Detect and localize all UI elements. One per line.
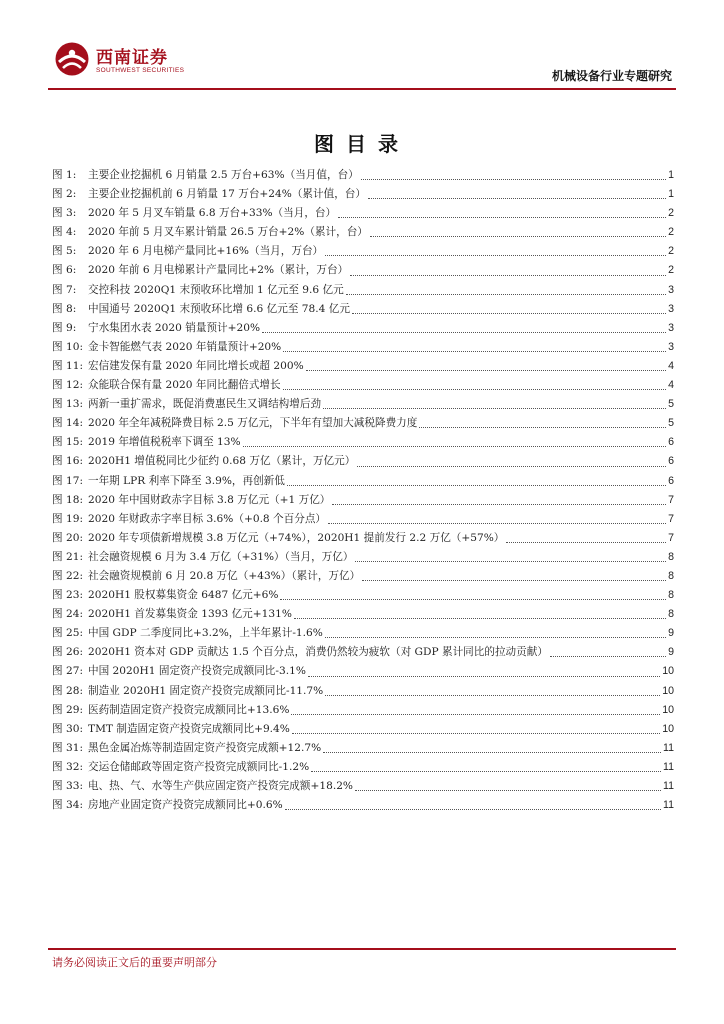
toc-dot-leader xyxy=(338,217,666,218)
toc-dot-leader xyxy=(325,637,666,638)
toc-dot-leader xyxy=(346,294,666,295)
toc-entry[interactable] xyxy=(52,338,674,357)
toc-page-number: 5 xyxy=(668,398,674,411)
toc-entry[interactable] xyxy=(52,414,674,433)
toc-entry[interactable] xyxy=(52,758,674,777)
toc-figure-title: 主要企业挖掘机 6 月销量 2.5 万台+63%（当月值，台） xyxy=(88,169,359,181)
toc-entry[interactable] xyxy=(52,567,674,586)
toc-page-number: 10 xyxy=(662,665,674,678)
toc-entry[interactable] xyxy=(52,281,674,300)
toc-entry[interactable] xyxy=(52,357,674,376)
logo-english-name: SOUTHWEST SECURITIES xyxy=(96,67,185,74)
toc-dot-leader xyxy=(306,370,666,371)
toc-figure-title: 中国 GDP 二季度同比+3.2%，上半年累计-1.6% xyxy=(88,627,323,640)
toc-figure-number: 图 1: xyxy=(52,169,77,181)
toc-entry[interactable] xyxy=(52,261,674,280)
toc-dot-leader xyxy=(285,809,661,810)
toc-page-number: 8 xyxy=(668,608,674,621)
toc-dot-leader xyxy=(287,485,666,486)
toc-page-number: 9 xyxy=(668,646,674,659)
toc-figure-number: 图 31: xyxy=(52,741,84,754)
toc-page-number: 2 xyxy=(668,264,674,277)
toc-figure-number: 图 10: xyxy=(52,340,84,353)
toc-entry[interactable] xyxy=(52,395,674,414)
toc-entry[interactable] xyxy=(52,223,674,242)
toc-entry[interactable] xyxy=(52,510,674,529)
toc-dot-leader xyxy=(323,408,666,409)
toc-figure-number: 图 19: xyxy=(52,512,84,525)
toc-figure-title: 社会融资规模 6 月为 3.4 万亿（+31%）（当月，万亿） xyxy=(88,550,354,563)
toc-page-number: 11 xyxy=(663,799,674,812)
toc-page-number: 7 xyxy=(668,512,674,525)
toc-page-number: 7 xyxy=(668,493,674,506)
toc-figure-title: 2020 年全年减税降费目标 2.5 万亿元，下半年有望加大减税降费力度 xyxy=(88,417,418,430)
toc-entry[interactable] xyxy=(52,701,674,720)
toc-dot-leader xyxy=(419,427,666,428)
toc-dot-leader xyxy=(355,790,661,791)
toc-figure-number: 图 23: xyxy=(52,589,84,602)
toc-figure-number: 图 22: xyxy=(52,569,84,582)
toc-entry[interactable] xyxy=(52,548,674,567)
toc-figure-number: 图 15: xyxy=(52,436,84,449)
toc-page-number: 3 xyxy=(668,283,674,296)
toc-figure-number: 图 25: xyxy=(52,627,84,640)
toc-figure-number: 图 2: xyxy=(52,188,77,201)
toc-figure-title: 黑色金属冶炼等制造固定资产投资完成额+12.7% xyxy=(88,741,322,754)
toc-page-number: 1 xyxy=(668,169,674,181)
toc-entry[interactable] xyxy=(52,586,674,605)
toc-figure-number: 图 7: xyxy=(52,283,77,296)
toc-figure-title: 2020 年 5 月叉车销量 6.8 万台+33%（当月，台） xyxy=(88,207,337,220)
toc-dot-leader xyxy=(370,236,666,237)
toc-entry[interactable] xyxy=(52,662,674,681)
toc-figure-title: 2020H1 资本对 GDP 贡献达 1.5 个百分点，消费仍然较为疲软（对 GDP 累计同比的拉动贡献） xyxy=(88,646,548,659)
toc-dot-leader xyxy=(283,351,666,352)
toc-entry[interactable] xyxy=(52,166,674,185)
toc-page-number: 10 xyxy=(662,684,674,697)
toc-figure-number: 图 24: xyxy=(52,608,84,621)
toc-page-number: 7 xyxy=(668,531,674,544)
toc-figure-title: 2020H1 股权募集资金 6487 亿元+6% xyxy=(88,589,279,602)
toc-page-number: 2 xyxy=(668,226,674,239)
toc-figure-title: 金卡智能燃气表 2020 年销量预计+20% xyxy=(88,340,282,353)
toc-figure-number: 图 12: xyxy=(52,379,84,392)
toc-dot-leader xyxy=(283,389,666,390)
toc-figure-number: 图 32: xyxy=(52,760,84,773)
footer-disclaimer: 请务必阅读正文后的重要声明部分 xyxy=(52,956,217,969)
toc-dot-leader xyxy=(332,504,666,505)
toc-figure-number: 图 8: xyxy=(52,302,77,315)
toc-figure-title: 医药制造固定资产投资完成额同比+13.6% xyxy=(88,703,290,716)
toc-dot-leader xyxy=(352,313,666,314)
toc-entry[interactable] xyxy=(52,529,674,548)
toc-entry[interactable] xyxy=(52,643,674,662)
toc-page-number: 11 xyxy=(663,780,674,792)
toc-page-number: 6 xyxy=(668,474,674,487)
toc-page-number: 8 xyxy=(668,569,674,582)
southwest-securities-logo-icon xyxy=(54,41,90,77)
toc-entry[interactable] xyxy=(52,472,674,491)
toc-figure-number: 图 11: xyxy=(52,359,84,372)
toc-figure-number: 图 26: xyxy=(52,646,84,659)
toc-dot-leader xyxy=(550,656,666,657)
toc-figure-number: 图 21: xyxy=(52,550,84,563)
toc-figure-number: 图 9: xyxy=(52,321,77,334)
toc-figure-title: 交运仓储邮政等固定资产投资完成额同比-1.2% xyxy=(88,760,310,773)
toc-figure-title: 宁水集团水表 2020 销量预计+20% xyxy=(88,321,261,334)
figure-table-of-contents xyxy=(52,166,674,815)
toc-entry[interactable] xyxy=(52,376,674,395)
toc-figure-number: 图 30: xyxy=(52,722,84,735)
toc-figure-number: 图 28: xyxy=(52,684,84,697)
toc-dot-leader xyxy=(294,618,666,619)
toc-entry[interactable] xyxy=(52,777,674,796)
toc-figure-title: 交控科技 2020Q1 末预收环比增加 1 亿元至 9.6 亿元 xyxy=(88,283,344,296)
toc-page-number: 9 xyxy=(668,627,674,640)
toc-figure-title: 中国 2020H1 固定资产投资完成额同比-3.1% xyxy=(88,665,306,678)
toc-dot-leader xyxy=(328,523,666,524)
toc-dot-leader xyxy=(280,599,666,600)
toc-figure-title: 2020 年前 6 月电梯累计产量同比+2%（累计，万台） xyxy=(88,264,349,277)
toc-figure-number: 图 20: xyxy=(52,531,84,544)
page-title: 图目录 xyxy=(314,132,410,156)
toc-entry[interactable] xyxy=(52,204,674,223)
toc-figure-title: 2020 年中国财政赤字目标 3.8 万亿元（+1 万亿） xyxy=(88,493,331,506)
toc-figure-title: 2020H1 首发募集资金 1393 亿元+131% xyxy=(88,608,292,621)
toc-page-number: 1 xyxy=(668,188,674,201)
toc-page-number: 8 xyxy=(668,550,674,563)
toc-figure-title: 电、热、气、水等生产供应固定资产投资完成额+18.2% xyxy=(88,780,353,792)
toc-figure-title: 2019 年增值税税率下调至 13% xyxy=(88,436,241,449)
toc-dot-leader xyxy=(350,275,666,276)
toc-dot-leader xyxy=(325,695,660,696)
toc-entry[interactable] xyxy=(52,319,674,338)
toc-figure-number: 图 16: xyxy=(52,455,84,468)
toc-figure-title: 主要企业挖掘机前 6 月销量 17 万台+24%（累计值，台） xyxy=(88,188,366,201)
toc-page-number: 6 xyxy=(668,455,674,468)
toc-figure-number: 图 17: xyxy=(52,474,84,487)
toc-figure-title: 2020 年 6 月电梯产量同比+16%（当月，万台） xyxy=(88,245,324,258)
toc-dot-leader xyxy=(355,561,666,562)
toc-figure-title: 制造业 2020H1 固定资产投资完成额同比-11.7% xyxy=(88,684,324,697)
toc-page-number: 11 xyxy=(663,741,674,754)
toc-page-number: 4 xyxy=(668,359,674,372)
toc-dot-leader xyxy=(291,714,660,715)
toc-entry[interactable] xyxy=(52,605,674,624)
toc-page-number: 2 xyxy=(668,207,674,220)
toc-dot-leader xyxy=(357,466,666,467)
toc-figure-title: 一年期 LPR 利率下降至 3.9%，再创新低 xyxy=(88,474,285,487)
toc-entry[interactable] xyxy=(52,720,674,739)
toc-figure-title: 2020 年前 5 月叉车累计销量 26.5 万台+2%（累计，台） xyxy=(88,226,368,239)
toc-entry[interactable] xyxy=(52,624,674,643)
toc-figure-title: 两新一重扩需求，既促消费惠民生又调结构增后劲 xyxy=(88,398,322,411)
toc-figure-title: 宏信建发保有量 2020 年同比增长或超 200% xyxy=(88,359,304,372)
toc-entry[interactable] xyxy=(52,185,674,204)
toc-figure-number: 图 3: xyxy=(52,207,77,220)
toc-page-number: 3 xyxy=(668,302,674,315)
toc-dot-leader xyxy=(325,255,666,256)
page-header xyxy=(48,36,676,91)
toc-dot-leader xyxy=(292,733,660,734)
toc-page-number: 8 xyxy=(668,589,674,602)
toc-figure-number: 图 27: xyxy=(52,665,84,678)
toc-entry[interactable] xyxy=(52,682,674,701)
toc-entry[interactable] xyxy=(52,796,674,815)
header-divider xyxy=(48,88,676,90)
toc-page-number: 10 xyxy=(662,703,674,716)
toc-figure-number: 图 5: xyxy=(52,245,77,258)
toc-entry[interactable] xyxy=(52,300,674,319)
toc-page-number: 5 xyxy=(668,417,674,430)
company-logo xyxy=(54,41,204,81)
toc-figure-title: 2020 年专项债新增规模 3.8 万亿元（+74%），2020H1 提前发行 2.2 万亿（+57%） xyxy=(88,531,505,544)
toc-page-number: 4 xyxy=(668,379,674,392)
toc-figure-title: 2020 年财政赤字率目标 3.6%（+0.8 个百分点） xyxy=(88,512,327,525)
toc-dot-leader xyxy=(368,198,666,199)
toc-figure-title: 2020H1 增值税同比少征约 0.68 万亿（累计，万亿元） xyxy=(88,455,356,468)
toc-figure-number: 图 18: xyxy=(52,493,84,506)
toc-entry[interactable] xyxy=(52,491,674,510)
toc-entry[interactable] xyxy=(52,452,674,471)
toc-figure-number: 图 34: xyxy=(52,799,84,812)
toc-dot-leader xyxy=(506,542,666,543)
toc-dot-leader xyxy=(243,446,667,447)
toc-dot-leader xyxy=(262,332,666,333)
toc-page-number: 2 xyxy=(668,245,674,258)
toc-entry[interactable] xyxy=(52,739,674,758)
toc-dot-leader xyxy=(311,771,661,772)
toc-figure-number: 图 6: xyxy=(52,264,77,277)
toc-figure-title: TMT 制造固定资产投资完成额同比+9.4% xyxy=(88,722,290,735)
toc-figure-title: 众能联合保有量 2020 年同比翻倍式增长 xyxy=(88,379,281,392)
toc-figure-number: 图 4: xyxy=(52,226,77,239)
toc-figure-number: 图 13: xyxy=(52,398,84,411)
toc-page-number: 6 xyxy=(668,436,674,449)
toc-page-number: 3 xyxy=(668,321,674,334)
footer-divider xyxy=(48,948,676,950)
toc-dot-leader xyxy=(362,580,666,581)
toc-figure-number: 图 29: xyxy=(52,703,84,716)
logo-chinese-name: 西南证券 xyxy=(96,48,168,68)
toc-figure-number: 图 33: xyxy=(52,780,84,792)
toc-figure-number: 图 14: xyxy=(52,417,84,430)
toc-figure-title: 社会融资规模前 6 月 20.8 万亿（+43%）（累计，万亿） xyxy=(88,569,361,582)
toc-figure-title: 房地产业固定资产投资完成额同比+0.6% xyxy=(88,799,283,812)
toc-dot-leader xyxy=(323,752,661,753)
toc-dot-leader xyxy=(308,676,660,677)
toc-page-number: 11 xyxy=(663,760,674,773)
toc-figure-title: 中国通号 2020Q1 末预收环比增 6.6 亿元至 78.4 亿元 xyxy=(88,302,350,315)
toc-entry[interactable] xyxy=(52,433,674,452)
toc-page-number: 10 xyxy=(662,722,674,735)
toc-page-number: 3 xyxy=(668,340,674,353)
document-type-label: 机械设备行业专题研究 xyxy=(551,69,672,83)
toc-entry[interactable] xyxy=(52,242,674,261)
toc-dot-leader xyxy=(361,179,666,180)
